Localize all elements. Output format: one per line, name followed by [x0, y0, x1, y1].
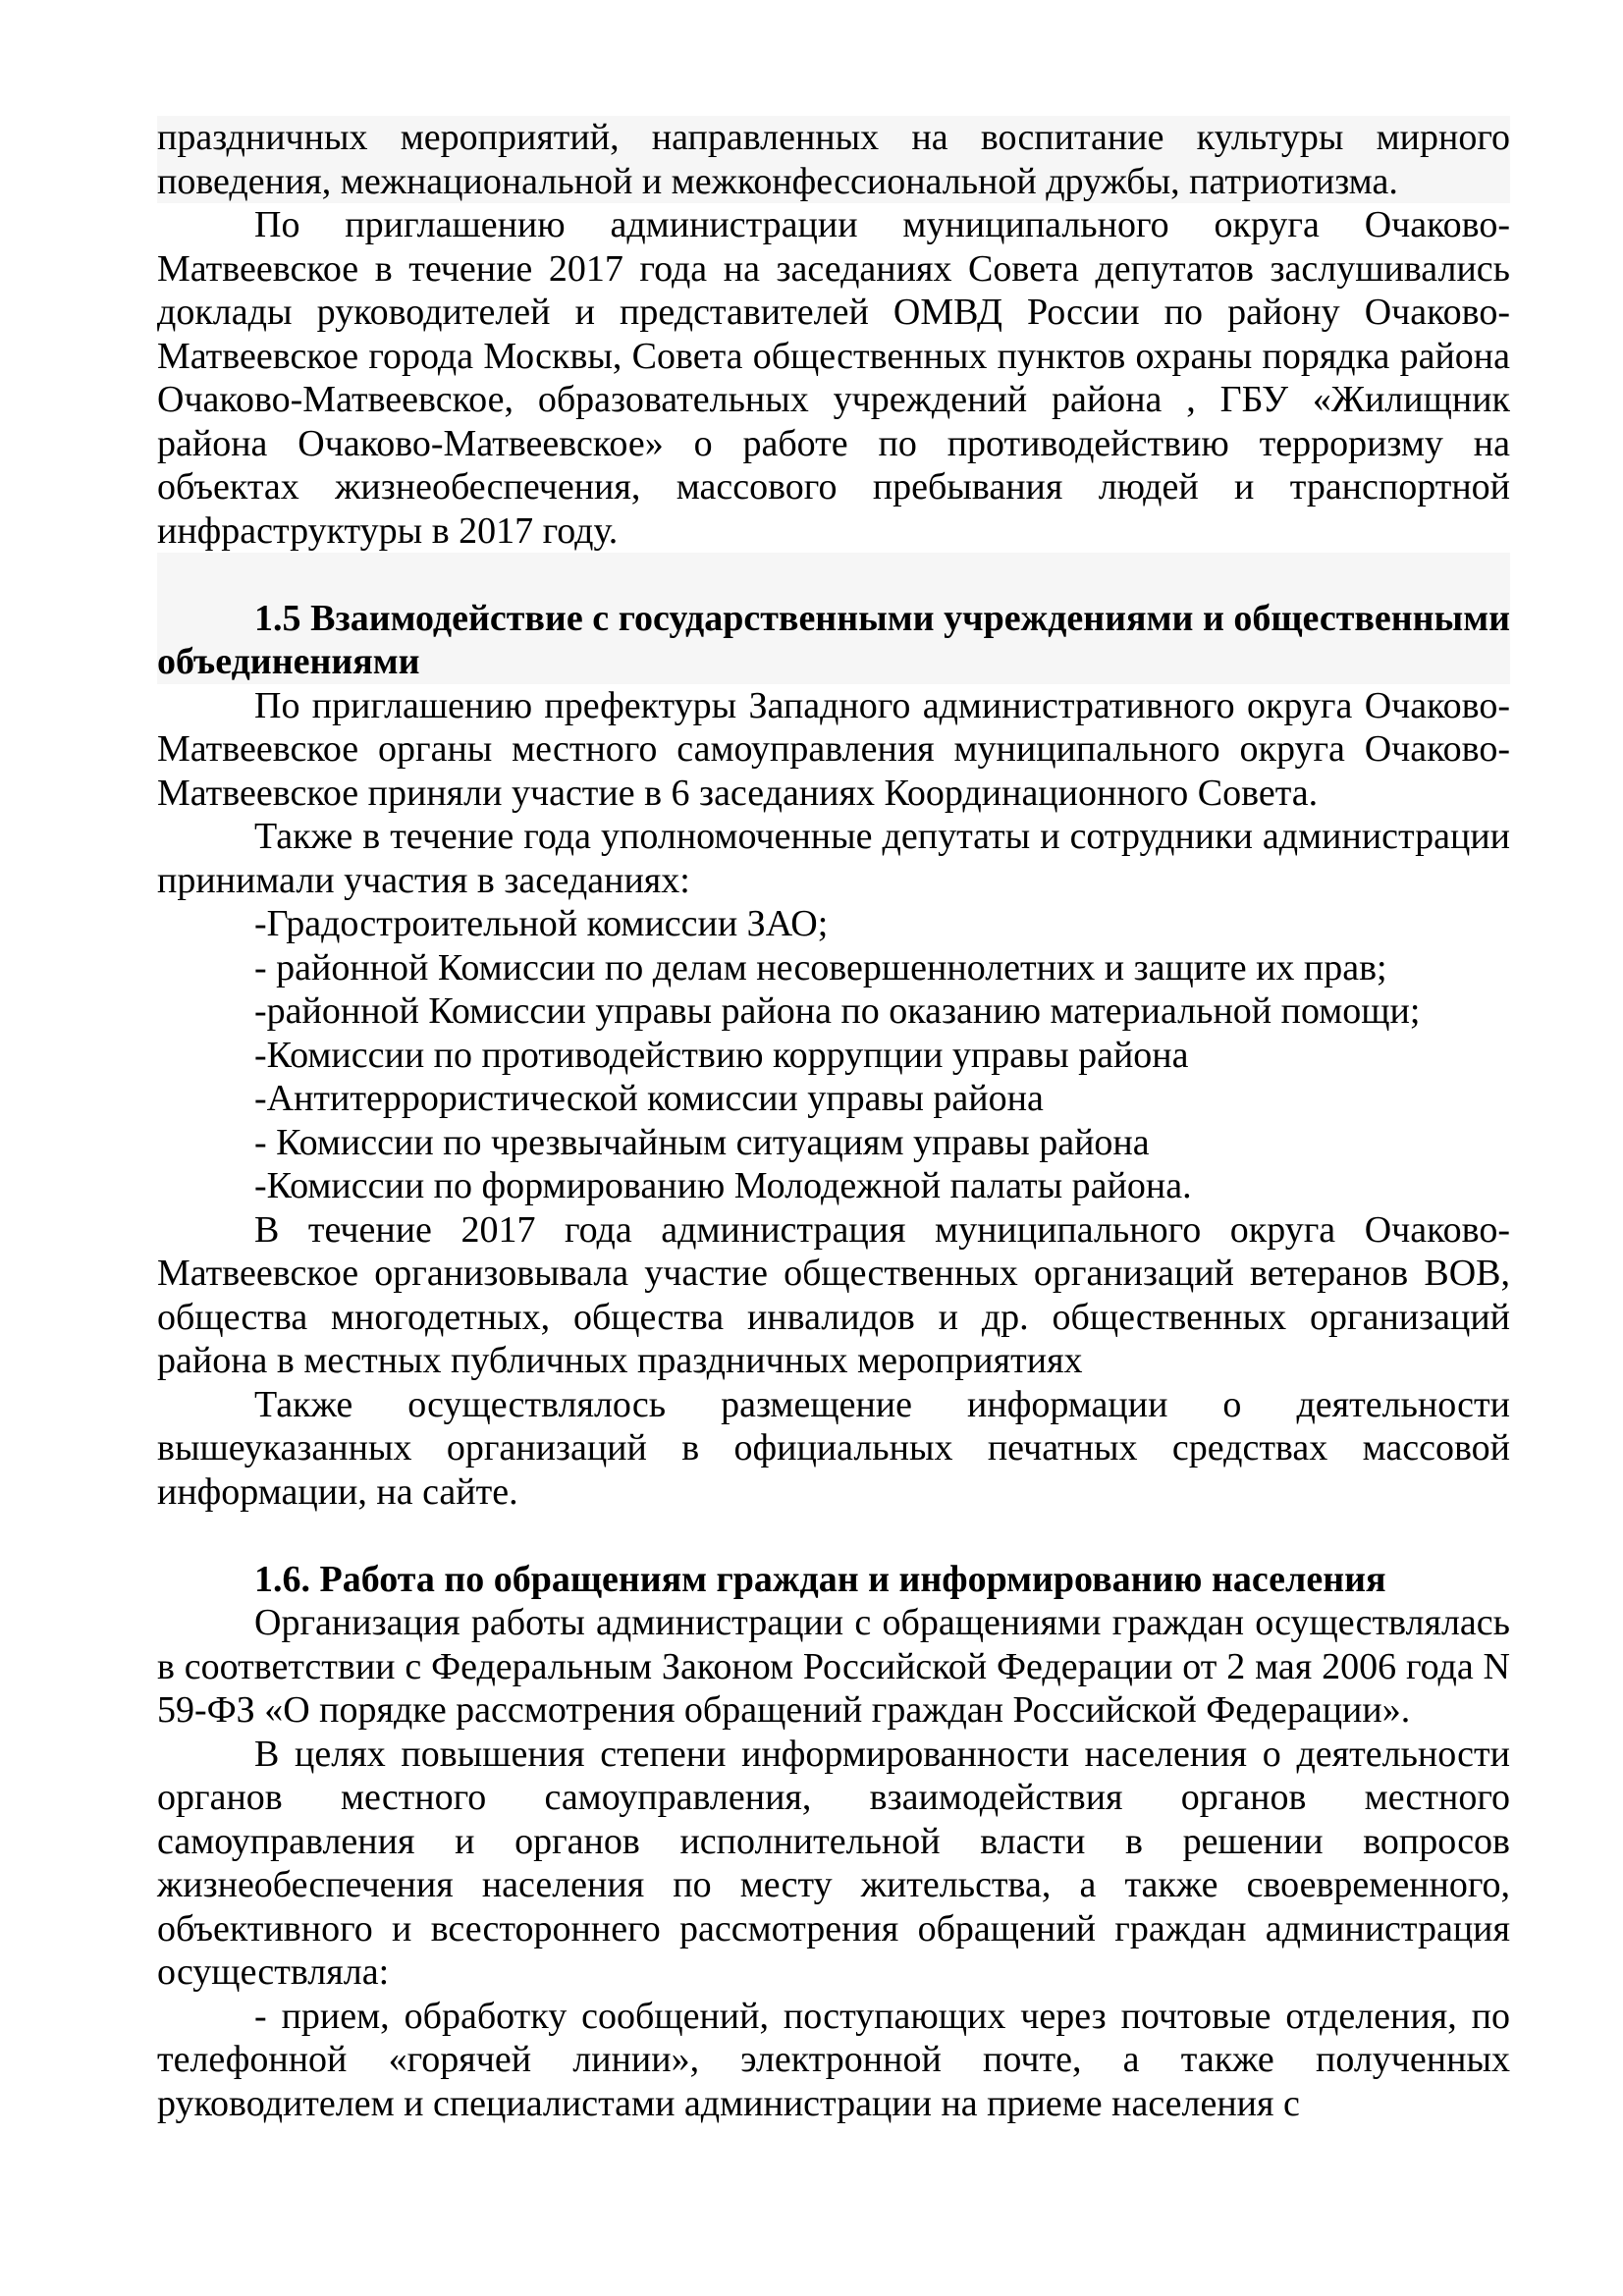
- paragraph-meetings-participation: Также в течение года уполномоченные депутаты и сотрудники администрации принимали участия в заседаниях:: [157, 816, 1510, 901]
- paragraph-council-reports: По приглашению администрации муниципального округа Очаково-Матвеевское в течение 2017 года на заседаниях Совета депутатов заслушивались доклады руководителей и представителей ОМВД России по району Очаково-Матвеевское города Москвы, Совета общественных пунктов охраны порядка района Очаково-Матвеевское, образовательных учреждений района , ГБУ «Жилищник района Очаково-Матвеевское» о работе по противодействию терроризму на объектах жизнеобеспечения, массового пребывания людей и транспортной инфраструктуры в 2017 году.: [157, 204, 1510, 552]
- list-item: -Антитеррористической комиссии управы района: [254, 1078, 1044, 1119]
- list-item: -Градостроительной комиссии ЗАО;: [254, 903, 829, 944]
- paragraph-informing-population: В целях повышения степени информированности населения о деятельности органов местного самоуправления, взаимодействия органов местного самоуправления и органов исполнительной власти в решении вопросов жизнеобеспечения населения по месту жительства, а также своевременного, объективного и всестороннего рассмотрения обращений граждан администрация осуществляла:: [157, 1733, 1510, 1993]
- list-item: -Комиссии по противодействию коррупции управы района: [254, 1034, 1189, 1076]
- section-heading-1-5: 1.5 Взаимодействие с государственными учреждениями и общественными объединениями: [157, 597, 1510, 682]
- section-spacer: [157, 1514, 1510, 1558]
- paragraph-federal-law: Организация работы администрации с обращениями граждан осуществлялась в соответствии с Федеральным Законом Российской Федерации от 2 мая 2006 года N 59-ФЗ «О порядке рассмотрения обращений граждан Российской Федерации».: [157, 1602, 1510, 1731]
- document-page: [157, 116, 1510, 2125]
- section-heading-1-6: 1.6. Работа по обращениям граждан и информированию населения: [254, 1558, 1386, 1600]
- list-item: - Комиссии по чрезвычайным ситуациям управы района: [254, 1121, 1150, 1163]
- section-spacer: [157, 553, 1510, 597]
- list-item: -Комиссии по формированию Молодежной палаты района.: [254, 1165, 1192, 1206]
- paragraph-festive-events: праздничных мероприятий, направленных на воспитание культуры мирного поведения, межнациональной и межконфессиональной дружбы, патриотизма.: [157, 117, 1510, 202]
- paragraph-message-processing: - прием, обработку сообщений, поступающих через почтовые отделения, по телефонной «горячей линии», электронной почте, а также полученных руководителем и специалистами администрации на приеме населения с: [157, 1995, 1510, 2124]
- commission-list: [157, 902, 1510, 1208]
- paragraph-information-placement: Также осуществлялось размещение информации о деятельности вышеуказанных организаций в официальных печатных средствах массовой информации, на сайте.: [157, 1383, 1510, 1513]
- list-item: - районной Комиссии по делам несовершеннолетних и защите их прав;: [254, 946, 1387, 988]
- paragraph-prefecture-invitation: По приглашению префектуры Западного административного округа Очаково-Матвеевское органы местного самоуправления муниципального округа Очаково-Матвеевское приняли участие в 6 заседаниях Координационного Совета.: [157, 684, 1510, 814]
- paragraph-public-organizations: В течение 2017 года администрация муниципального округа Очаково-Матвеевское организовывала участие общественных организаций ветеранов ВОВ, общества многодетных, общества инвалидов и др. общественных организаций района в местных публичных праздничных мероприятиях: [157, 1208, 1510, 1381]
- list-item: -районной Комиссии управы района по оказанию материальной помощи;: [254, 990, 1421, 1032]
